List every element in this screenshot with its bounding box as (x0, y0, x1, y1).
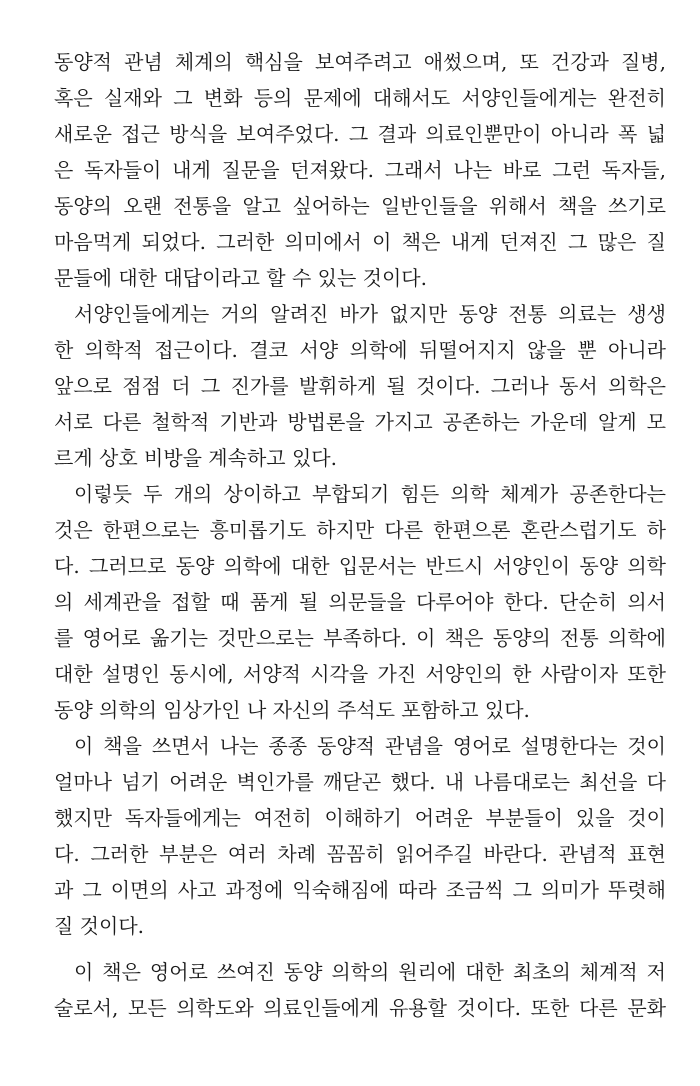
paragraph-4-line-5: 과 그 이면의 사고 과정에 익숙해짐에 따라 조금씩 그 의미가 뚜렷해 (54, 878, 666, 902)
paragraph-2-line-5: 르게 상호 비방을 계속하고 있다. (54, 446, 337, 470)
paragraph-1-line-5: 동양의 오랜 전통을 알고 싶어하는 일반인들을 위해서 책을 쓰기로 (54, 194, 666, 218)
paragraph-1-line-6: 마음먹게 되었다. 그러한 의미에서 이 책은 내게 던져진 그 많은 질 (54, 230, 666, 254)
paragraph-2-line-4: 서로 다른 철학적 기반과 방법론을 가지고 공존하는 가운데 알게 모 (54, 410, 666, 434)
paragraph-4-line-3: 했지만 독자들에게는 여전히 이해하기 어려운 부분들이 있을 것이 (54, 806, 666, 830)
paragraph-3-line-7: 동양 의학의 임상가인 나 자신의 주석도 포함하고 있다. (54, 698, 530, 722)
paragraph-3-line-1: 이렇듯 두 개의 상이하고 부합되기 힘든 의학 체계가 공존한다는 (74, 482, 666, 506)
paragraph-4-line-2: 얼마나 넘기 어려운 벽인가를 깨닫곤 했다. 내 나름대로는 최선을 다 (54, 770, 666, 794)
paragraph-5-line-2: 술로서, 모든 의학도와 의료인들에게 유용할 것이다. 또한 다른 문화 (54, 996, 666, 1020)
paragraph-3-line-4: 의 세계관을 접할 때 품게 될 의문들을 다루어야 한다. 단순히 의서 (54, 590, 666, 614)
paragraph-1-line-1: 동양적 관념 체계의 핵심을 보여주려고 애썼으며, 또 건강과 질병, (54, 50, 666, 74)
paragraph-4-line-6: 질 것이다. (54, 914, 144, 938)
paragraph-4-line-1: 이 책을 쓰면서 나는 종종 동양적 관념을 영어로 설명한다는 것이 (74, 734, 666, 758)
paragraph-3-line-2: 것은 한편으로는 흥미롭기도 하지만 다른 한편으론 혼란스럽기도 하 (54, 518, 666, 542)
paragraph-2-line-3: 앞으로 점점 더 그 진가를 발휘하게 될 것이다. 그러나 동서 의학은 (54, 374, 666, 398)
paragraph-4-line-4: 다. 그러한 부분은 여러 차례 꼼꼼히 읽어주길 바란다. 관념적 표현 (54, 842, 666, 866)
paragraph-3-line-3: 다. 그러므로 동양 의학에 대한 입문서는 반드시 서양인이 동양 의학 (54, 554, 666, 578)
paragraph-3-line-6: 대한 설명인 동시에, 서양적 시각을 가진 서양인의 한 사람이자 또한 (54, 662, 666, 686)
paragraph-2-line-1: 서양인들에게는 거의 알려진 바가 없지만 동양 전통 의료는 생생 (74, 302, 666, 326)
paragraph-2-line-2: 한 의학적 접근이다. 결코 서양 의학에 뒤떨어지지 않을 뿐 아니라 (54, 338, 666, 362)
paragraph-1-line-4: 은 독자들이 내게 질문을 던져왔다. 그래서 나는 바로 그런 독자들, (54, 158, 666, 182)
paragraph-3-line-5: 를 영어로 옮기는 것만으로는 부족하다. 이 책은 동양의 전통 의학에 (54, 626, 666, 650)
paragraph-1-line-3: 새로운 접근 방식을 보여주었다. 그 결과 의료인뿐만이 아니라 폭 넓 (54, 122, 666, 146)
paragraph-1-line-2: 혹은 실재와 그 변화 등의 문제에 대해서도 서양인들에게는 완전히 (54, 86, 666, 110)
paragraph-5-line-1: 이 책은 영어로 쓰여진 동양 의학의 원리에 대한 최초의 체계적 저 (74, 960, 666, 984)
paragraph-1-line-7: 문들에 대한 대답이라고 할 수 있는 것이다. (54, 266, 427, 290)
